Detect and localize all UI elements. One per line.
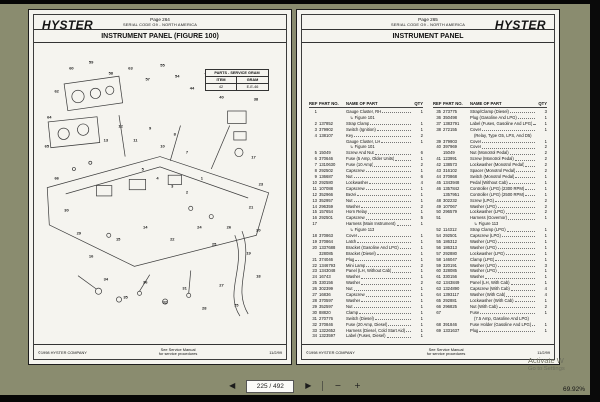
parts-row: 55 186312 Washer (LPG) 1 (436, 238, 547, 244)
parts-row: 16 292501 Capscrew 5 (312, 215, 423, 221)
gram-item-value: 42 (206, 84, 237, 90)
parts-row: 15049 Nut (Monotrol Pedal) 2 (443, 150, 547, 156)
footer-date: 11/2/99 (269, 349, 282, 355)
diagram-callout: 63 (128, 65, 133, 70)
diagram-callout: 19 (246, 250, 251, 256)
diagram-callout: 59 (88, 59, 94, 65)
diagram-callout: 10 (160, 143, 165, 149)
header-part-no: PART NO. (443, 101, 463, 106)
windows-activation-watermark (528, 356, 590, 373)
parts-row: 13 352957 Nut 1 (312, 197, 423, 203)
parts-row: 56 186313 Washer (LPG) 1 (436, 244, 547, 250)
parts-row: 10 292580 Lockwasher 4 (312, 179, 423, 185)
parts-row: 5 15049 Screw And Nut 6 (314, 150, 423, 156)
diagram-callout: 44 (189, 85, 195, 91)
diagram-callout: 54 (174, 73, 180, 79)
diagram-callout: 15 (115, 236, 121, 242)
parts-row: 15 157654 Horn Relay 1 (312, 209, 423, 215)
hyster-logo: HYSTER (494, 18, 546, 32)
next-page-icon[interactable]: ▶ (305, 381, 312, 390)
parts-row: 69 1331637 Plug 1 (436, 327, 547, 333)
header-ref: REF (309, 101, 318, 106)
parts-row: ↳ Figure 101 (350, 144, 375, 150)
gram-col-item: ITEM (206, 77, 237, 84)
diagram-callout: 58 (108, 70, 114, 76)
gram-col-gram: GRAM (237, 77, 268, 84)
page-footer (34, 344, 286, 359)
diagram-callout: 22 (170, 236, 175, 242)
watermark-line2: Go to Settings (528, 365, 565, 372)
diagram-callout: 62 (54, 88, 59, 94)
parts-service-gram-box (205, 69, 269, 91)
parts-row: ↳ Figure 101 (350, 114, 375, 120)
parts-row: 8 292502 Capscrew 1 (314, 168, 423, 174)
diagram-callout: 4 (156, 175, 159, 181)
footer-note-line1: See Service Manual (428, 346, 464, 352)
zoom-out-icon[interactable]: − (334, 381, 342, 390)
diagram-callout: 8 (173, 131, 176, 137)
diagram-callout: 40 (219, 94, 224, 99)
page-title: INSTRUMENT PANEL (302, 29, 554, 43)
footer-copyright: ©1998 HYSTER COMPANY (38, 349, 87, 355)
parts-row: Gauge Cluster, LH 1 (346, 138, 423, 144)
diagram-callout: 75 (234, 302, 239, 308)
parts-row: (Relay, Type G5, LPS, And D5) (474, 132, 532, 138)
gram-gram-value: E-E-46 (246, 85, 259, 89)
parts-row: 36 350498 Plug (Gasoline And LPG) 1 (436, 114, 547, 120)
footer-note (159, 348, 198, 357)
diagram-callout: 14 (143, 224, 148, 230)
parts-row: 1357951 Controller (LPG) (2500 RPM) 1 (443, 191, 547, 197)
diagram-callout: 30 (64, 207, 69, 213)
diagram-callout: 18 (256, 273, 261, 279)
parts-row: 65 292881 Lockwasher (With Cab) 1 (436, 298, 547, 303)
scrollbar-track[interactable] (590, 0, 600, 402)
parts-rows-left (309, 109, 423, 339)
diagram-callout: 31 (182, 285, 187, 291)
parts-row: 61 330156 Washer 1 (436, 274, 547, 280)
footer-note-line2: for service procedures (426, 351, 466, 356)
header-name-of-part: NAME OF PART (470, 101, 502, 106)
parts-row: 42 138573 Lockwasher (Monotrol Pedal) 2 (436, 162, 547, 168)
diagram-callout: 27 (219, 282, 224, 288)
diagram-callout: 25 (211, 241, 217, 247)
parts-row: 39 379903 Cover 1 (436, 138, 547, 144)
parts-row: 31 270776 Switch (Diesel) 1 (312, 315, 423, 321)
parts-list-left-column (309, 101, 423, 341)
parts-row: 62 1343849 Panel (LH, With Cab) 1 (436, 280, 547, 286)
exploded-diagram (37, 53, 283, 343)
parts-row: 28 370597 Washer 1 (312, 298, 423, 303)
footer-date: 11/2/99 (537, 349, 550, 355)
header-qty: QTY (538, 101, 547, 106)
parts-row: 33 1322652 Harness (Diesel, Cold Start Aid) 1 (312, 327, 423, 333)
hyster-logo: HYSTER (42, 18, 94, 32)
zoom-in-icon[interactable]: + (354, 381, 361, 390)
parts-row: 60 328085 Washer (LPG) 1 (436, 268, 547, 274)
page-border-frame (301, 14, 555, 360)
parts-row: ↳ Figure 113 (474, 221, 499, 227)
parts-row: 51 Harness (Governor) 1 (436, 215, 547, 221)
page-indicator-input[interactable] (246, 380, 294, 393)
diagram-callout: 20 (256, 227, 261, 233)
diagram-callout: 16 (88, 253, 94, 259)
footer-note-line2: for service procedures (158, 351, 198, 356)
parts-row: 46 1357842 Controller (LPG) (2300 RPM) 1 (436, 185, 547, 191)
header-part-no: PART NO. (319, 101, 339, 106)
diagram-callout: 1 (200, 175, 203, 181)
parts-row: 68 391846 Fuse Holder (Gasoline And LPG) 1 (436, 321, 547, 327)
parts-row: (7.5 Amp, Gasoline And LPG) (474, 315, 529, 321)
diagram-callout: 29 (76, 230, 82, 236)
parts-row: 63 1324890 Capscrew (With Cab) 4 (436, 286, 547, 292)
parts-row: 14 296359 Washer 2 (312, 203, 423, 209)
diagram-callout: 60 (69, 65, 74, 70)
parts-row: 27 16836 Capscrew 1 (312, 292, 423, 298)
parts-row: 26 302399 Nut 1 (312, 286, 423, 292)
parts-row: 40 397969 Cover 2 (436, 144, 547, 150)
parts-row: 45 1343948 Pedal (Without Cab) 1 (436, 179, 547, 185)
parts-row: 34 1323597 Label (Fuses, Diesel) 1 (312, 333, 423, 339)
parts-rows-right (433, 109, 547, 333)
parts-row: 50 296579 Lockwasher (LPG) 2 (436, 209, 547, 215)
page-footer (302, 344, 554, 359)
diagram-callout: 57 (145, 76, 150, 82)
footer-note-line1: See Service Manual (160, 346, 196, 352)
parts-row: 57 292880 Lockwasher (LPG) 1 (436, 250, 547, 256)
parts-row: 64 1393117 Washer (With Cab) 4 (436, 292, 547, 298)
parts-row: 12 352966 Bezel 1 (312, 191, 423, 197)
parts-row: 18 370863 Cover 1 (312, 233, 423, 239)
diagram-callout: 55 (160, 62, 165, 68)
footer-note (427, 348, 466, 357)
parts-row: 30 88820 Clamp 1 (312, 309, 423, 315)
parts-row: 67 Fuse 1 (436, 309, 547, 315)
parts-row: 20 1337688 Bracket (Gasoline And LPG) 1 (312, 244, 423, 250)
diagram-callout: 23 (258, 181, 264, 186)
diagram-callout: 65 (44, 143, 50, 149)
manual-page-264 (28, 9, 292, 365)
parts-row: 23 1343048 Panel (LH, Without Cab) 1 (312, 268, 423, 274)
diagram-callout: 36 (143, 279, 148, 285)
parts-row: 35 273775 Strap/Clamp (Diesel) 3 (436, 109, 547, 114)
footer-copyright: ©1998 HYSTER COMPANY (306, 349, 355, 355)
page-title: INSTRUMENT PANEL (FIGURE 100) (34, 29, 286, 43)
parts-row: 41 123991 Screw (Monotrol Pedal) 2 (436, 156, 547, 162)
diagram-callout: 35 (123, 294, 128, 300)
parts-list-header (309, 101, 423, 108)
header-name-of-part: NAME OF PART (346, 101, 378, 106)
page-border-frame (33, 14, 287, 360)
parts-row: 29 352597 Nut 1 (312, 303, 423, 309)
parts-list-header (433, 101, 547, 108)
diagram-callout: 11 (133, 137, 138, 143)
serial-code-line: SERIAL CODE G9 - NORTH AMERICA (122, 21, 198, 27)
diagram-callout: 17 (251, 154, 256, 160)
gram-box-title: PARTS - SERVICE GRAM (206, 70, 268, 77)
parts-list-right-column (433, 101, 547, 341)
zoom-percentage: 69.92% (562, 386, 585, 393)
diagram-callout: 3 (171, 183, 174, 189)
viewer-toolbar (0, 378, 590, 394)
diagram-artwork (37, 53, 283, 343)
diagram-callout: 34 (103, 276, 109, 282)
parts-row: 38 272155 Cover 1 (436, 126, 547, 132)
parts-row: 66 296825 Nut (With Cab) 2 (436, 303, 547, 309)
diagram-callout: 13 (103, 137, 109, 143)
diagram-callout: 28 (202, 305, 207, 311)
parts-list (309, 101, 547, 341)
diagram-callout: 12 (118, 123, 123, 128)
parts-row: 52 114312 Strap Clamp (LPG) 1 (436, 227, 547, 233)
diagram-callout: 9 (149, 125, 152, 131)
page-number: Page 264 (150, 17, 170, 22)
watermark-line1: Activate W (528, 356, 564, 366)
parts-row: 32 370846 Fuse (20 Amp, Diesel) 1 (312, 321, 423, 327)
toolbar-divider (322, 381, 323, 391)
parts-row: ↳ Figure 113 (350, 227, 375, 233)
parts-row: 44 370868 Switch (Monotrol Pedal) 1 (436, 173, 547, 179)
parts-row: 22 1346793 Mini Lamp 2 (312, 262, 423, 268)
parts-row: 2 137852 Strap Clamp 1 (314, 120, 423, 126)
parts-row: 59 320191 Washer (LPG) 3 (436, 262, 547, 268)
parts-row: 6 370646 Fuse (5 Amp, Older Units) 1 (314, 156, 423, 162)
previous-page-icon[interactable]: ◀ (229, 381, 236, 390)
parts-row: 58 146047 Clamp (LPG) 1 (436, 256, 547, 262)
parts-row: 37 1383791 Label (Fuses, Gasoline And LPG) 1 (436, 120, 547, 126)
page-number: Page 265 (418, 17, 438, 22)
pdf-viewer-canvas (0, 4, 590, 395)
parts-row: 24 16743 Washer 1 (312, 274, 423, 280)
parts-row: 48 302232 Screw (LPG) 2 (436, 197, 547, 203)
parts-row: 328085 Bracket (Diesel) 1 (319, 250, 423, 256)
diagram-callout: 66 (54, 175, 59, 181)
diagram-callout: 5 (141, 166, 144, 172)
parts-row: 4 138107 Key 2 (314, 132, 423, 138)
parts-row: 19 370864 Latch 1 (312, 238, 423, 244)
serial-code-line: SERIAL CODE G9 - NORTH AMERICA (390, 21, 466, 27)
manual-page-265 (296, 9, 560, 365)
diagram-callout: 21 (248, 204, 254, 210)
diagram-callout: 38 (253, 96, 259, 102)
parts-row: 54 292501 Capscrew (LPG) 1 (436, 233, 547, 239)
parts-row: 17 Harness (Main Instrument) 1 (312, 221, 423, 227)
parts-row: 3 379902 Switch (Ignition) 1 (314, 126, 423, 132)
parts-row: 49 107067 Washer (LPG) 2 (436, 203, 547, 209)
diagram-callout: 2 (185, 189, 189, 195)
parts-row: 7 1310630 Fuse (10 Amp) 2 (314, 162, 423, 168)
parts-row: 25 330156 Washer 2 (312, 280, 423, 286)
parts-row: 11 107088 Capscrew 1 (312, 185, 423, 191)
header-qty: QTY (414, 101, 423, 106)
diagram-callout: 32 (162, 299, 168, 305)
parts-row: 21 374046 Plug 1 (312, 256, 423, 262)
diagram-callout: 64 (47, 114, 52, 120)
parts-row: 43 316102 Spacer (Monotrol Pedal) 2 (436, 168, 547, 174)
parts-row: 1 Gauge Cluster, RH 1 (314, 109, 423, 114)
header-ref: REF (433, 101, 442, 106)
diagram-callout: 26 (226, 224, 232, 230)
diagram-callout: 24 (197, 224, 202, 230)
diagram-callout: 7 (185, 149, 189, 155)
parts-row: 9 136687 Nut 6 (314, 173, 423, 179)
